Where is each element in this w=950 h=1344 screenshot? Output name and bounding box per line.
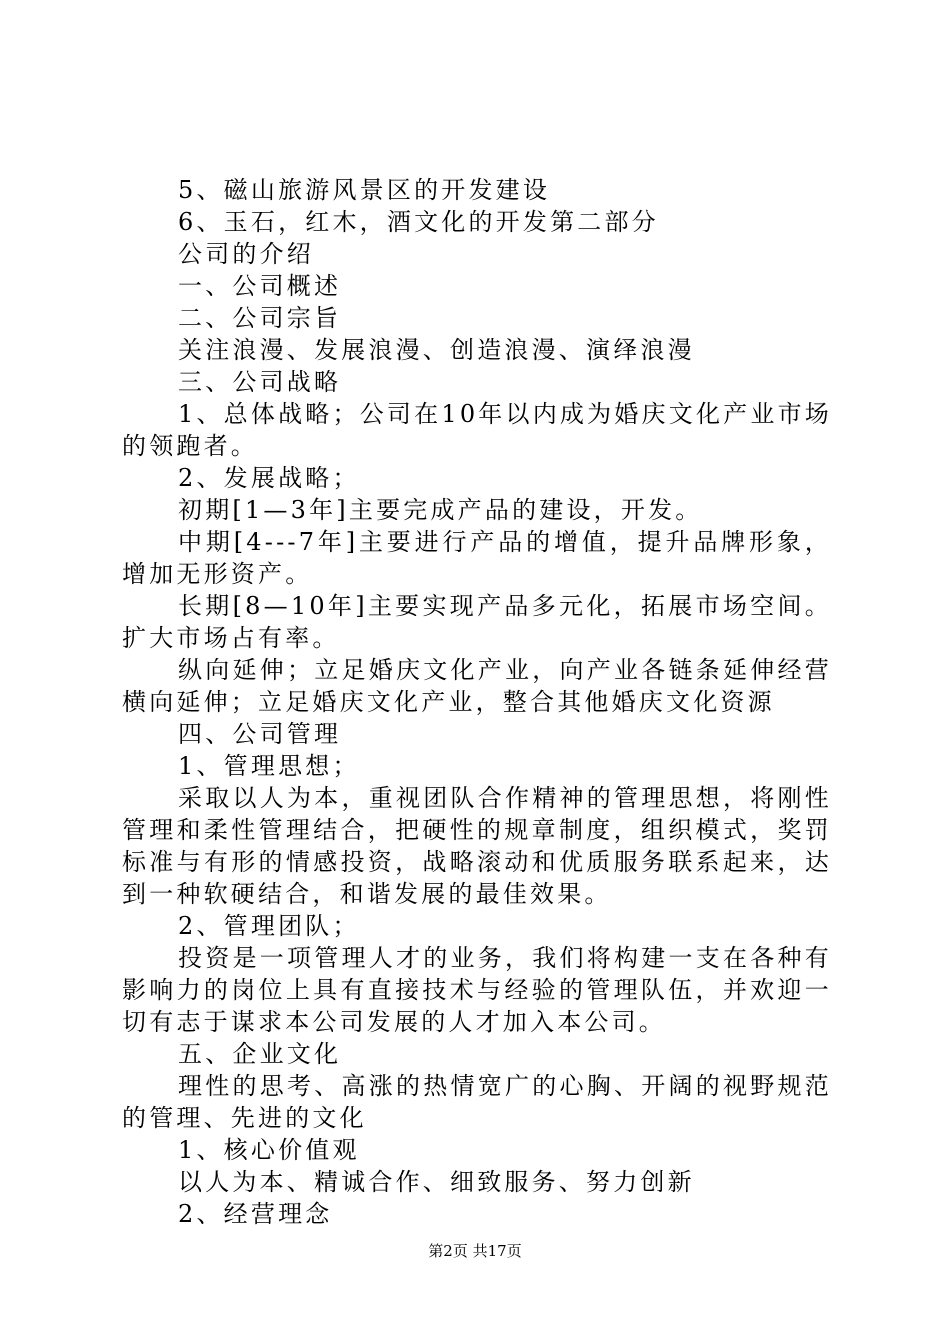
paragraph: 采取以人为本，重视团队合作精神的管理思想，将刚性管理和柔性管理结合，把硬性的规章制度，组织模式，奖罚标准与有形的情感投资，战略滚动和优质服务联系起来，达到一种软硬结合，和谐发展的最佳效果。 (122, 784, 832, 908)
paragraph: 2、发展战略； (178, 464, 360, 492)
section-heading: 五、企业文化 (178, 1040, 342, 1068)
paragraph: 关注浪漫、发展浪漫、创造浪漫、演绎浪漫 (178, 336, 695, 364)
paragraph: 1、总体战略；公司在10年以内成为婚庆文化产业市场的领跑者。 (122, 400, 832, 460)
paragraph: 以人为本、精诚合作、细致服务、努力创新 (178, 1168, 695, 1196)
paragraph: 1、管理思想； (178, 752, 360, 780)
section-heading: 四、公司管理 (178, 720, 342, 748)
paragraph: 6、玉石，红木，酒文化的开发第二部分 (178, 208, 659, 236)
paragraph: 2、经营理念 (178, 1200, 333, 1228)
page-footer: 第2页 共17页 (428, 1242, 522, 1260)
paragraph: 中期[4---7年]主要进行产品的增值，提升品牌形象，增加无形资产。 (122, 528, 832, 588)
paragraph: 投资是一项管理人才的业务，我们将构建一支在各种有影响力的岗位上具有直接技术与经验的管理队伍，并欢迎一切有志于谋求本公司发展的人才加入本公司。 (122, 944, 832, 1036)
paragraph: 理性的思考、高涨的热情宽广的心胸、开阔的视野规范的管理、先进的文化 (122, 1072, 832, 1132)
section-heading: 一、公司概述 (178, 272, 342, 300)
paragraph: 纵向延伸；立足婚庆文化产业，向产业各链条延伸经营横向延伸；立足婚庆文化产业，整合其他婚庆文化资源 (122, 656, 832, 716)
section-heading: 二、公司宗旨 (178, 304, 342, 332)
section-heading: 三、公司战略 (178, 368, 342, 396)
paragraph: 1、核心价值观 (178, 1136, 360, 1164)
paragraph: 公司的介绍 (178, 240, 314, 268)
paragraph: 长期[8—10年]主要实现产品多元化，拓展市场空间。扩大市场占有率。 (122, 592, 832, 652)
document-body (122, 174, 832, 1230)
paragraph: 初期[1—3年]主要完成产品的建设，开发。 (178, 496, 703, 524)
paragraph: 5、磁山旅游风景区的开发建设 (178, 176, 551, 204)
paragraph: 2、管理团队； (178, 912, 360, 940)
